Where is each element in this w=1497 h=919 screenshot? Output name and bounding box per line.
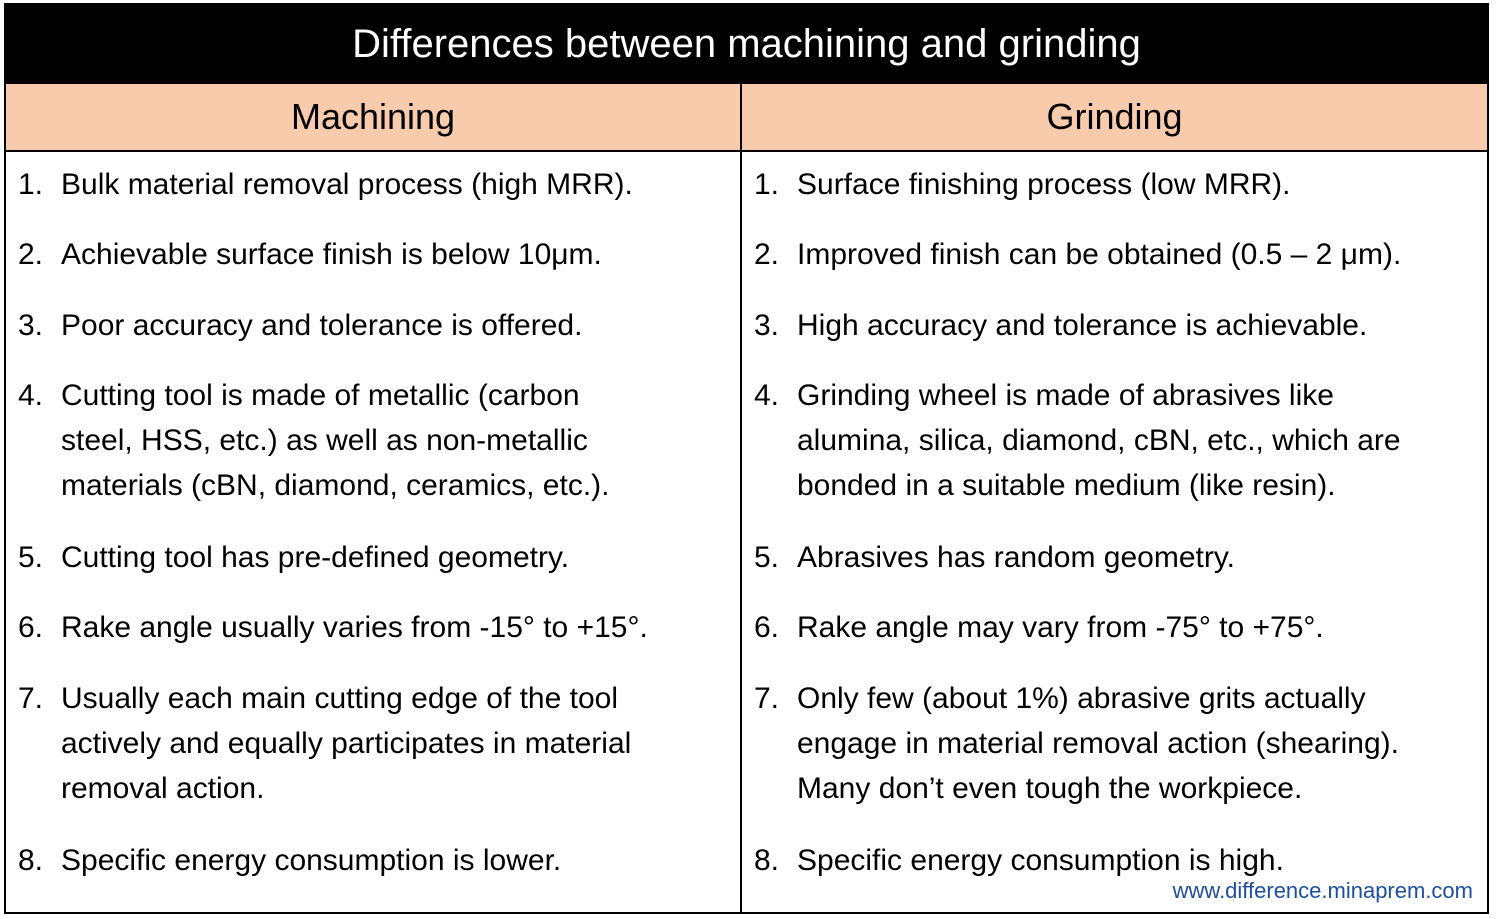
machining-item-4	[18, 373, 609, 508]
comparison-table	[4, 3, 1489, 914]
item-text: Improved finish can be obtained (0.5 – 2 μm).	[797, 238, 1402, 271]
column-divider	[740, 84, 742, 912]
item-text: Specific energy consumption is lower.	[61, 844, 562, 877]
item-number: 6.	[18, 611, 44, 644]
item-number: 8.	[18, 844, 44, 877]
item-text-line-3: materials (cBN, diamond, ceramics, etc.).	[61, 469, 610, 502]
item-number: 1.	[754, 168, 780, 201]
item-text: Cutting tool has pre-defined geometry.	[61, 541, 570, 574]
machining-item-6	[18, 605, 648, 650]
item-number: 5.	[754, 541, 780, 574]
grinding-column-header: Grinding	[1046, 96, 1183, 137]
machining-item-2	[18, 232, 602, 277]
item-text: High accuracy and tolerance is achievable.	[797, 309, 1368, 342]
grinding-item-1	[754, 162, 1291, 207]
item-number: 3.	[18, 309, 44, 342]
column-header-row	[6, 84, 1487, 152]
item-text: Specific energy consumption is high.	[797, 844, 1284, 877]
item-number: 5.	[18, 541, 44, 574]
item-number: 2.	[754, 238, 780, 271]
machining-item-5	[18, 535, 569, 580]
item-text-line-3: bonded in a suitable medium (like resin).	[797, 469, 1336, 502]
grinding-item-8	[754, 838, 1284, 883]
item-text: Rake angle usually varies from -15° to +15°.	[61, 611, 648, 644]
item-number: 7.	[18, 682, 44, 715]
grinding-item-5	[754, 535, 1235, 580]
machining-item-3	[18, 303, 582, 348]
machining-item-8	[18, 838, 561, 883]
item-number: 4.	[18, 379, 44, 412]
item-text: Abrasives has random geometry.	[797, 541, 1235, 574]
item-text: Poor accuracy and tolerance is offered.	[61, 309, 583, 342]
item-text-line-1: Only few (about 1%) abrasive grits actually	[797, 682, 1366, 715]
machining-item-7	[18, 676, 631, 811]
machining-item-1	[18, 162, 633, 207]
item-number: 7.	[754, 682, 780, 715]
item-text-line-1: Cutting tool is made of metallic (carbon	[61, 379, 580, 412]
grinding-item-2	[754, 232, 1401, 277]
grinding-item-3	[754, 303, 1367, 348]
item-number: 1.	[18, 168, 44, 201]
item-text: Bulk material removal process (high MRR).	[61, 168, 633, 201]
item-text-line-1: Grinding wheel is made of abrasives like	[797, 379, 1334, 412]
item-text-line-1: Usually each main cutting edge of the tool	[61, 682, 619, 715]
website-link[interactable]: www.difference.minaprem.com	[1172, 878, 1473, 903]
item-text-line-3: Many don’t even tough the workpiece.	[797, 772, 1303, 805]
grinding-item-6	[754, 605, 1324, 650]
grinding-item-4	[754, 373, 1401, 508]
item-text-line-2: alumina, silica, diamond, cBN, etc., which are	[797, 424, 1401, 457]
item-text: Achievable surface finish is below 10μm.	[61, 238, 602, 271]
grinding-item-7	[754, 676, 1399, 811]
item-text-line-3: removal action.	[61, 772, 265, 805]
item-text-line-2: engage in material removal action (shearing).	[797, 727, 1399, 760]
item-number: 6.	[754, 611, 780, 644]
item-text: Rake angle may vary from -75° to +75°.	[797, 611, 1324, 644]
item-number: 8.	[754, 844, 780, 877]
item-number: 4.	[754, 379, 780, 412]
table-title: Differences between machining and grinding	[6, 5, 1487, 84]
machining-column-header: Machining	[290, 96, 456, 137]
item-text-line-2: steel, HSS, etc.) as well as non-metallic	[61, 424, 588, 457]
item-text: Surface finishing process (low MRR).	[797, 168, 1291, 201]
item-number: 2.	[18, 238, 44, 271]
item-text-line-2: actively and equally participates in material	[61, 727, 632, 760]
item-number: 3.	[754, 309, 780, 342]
